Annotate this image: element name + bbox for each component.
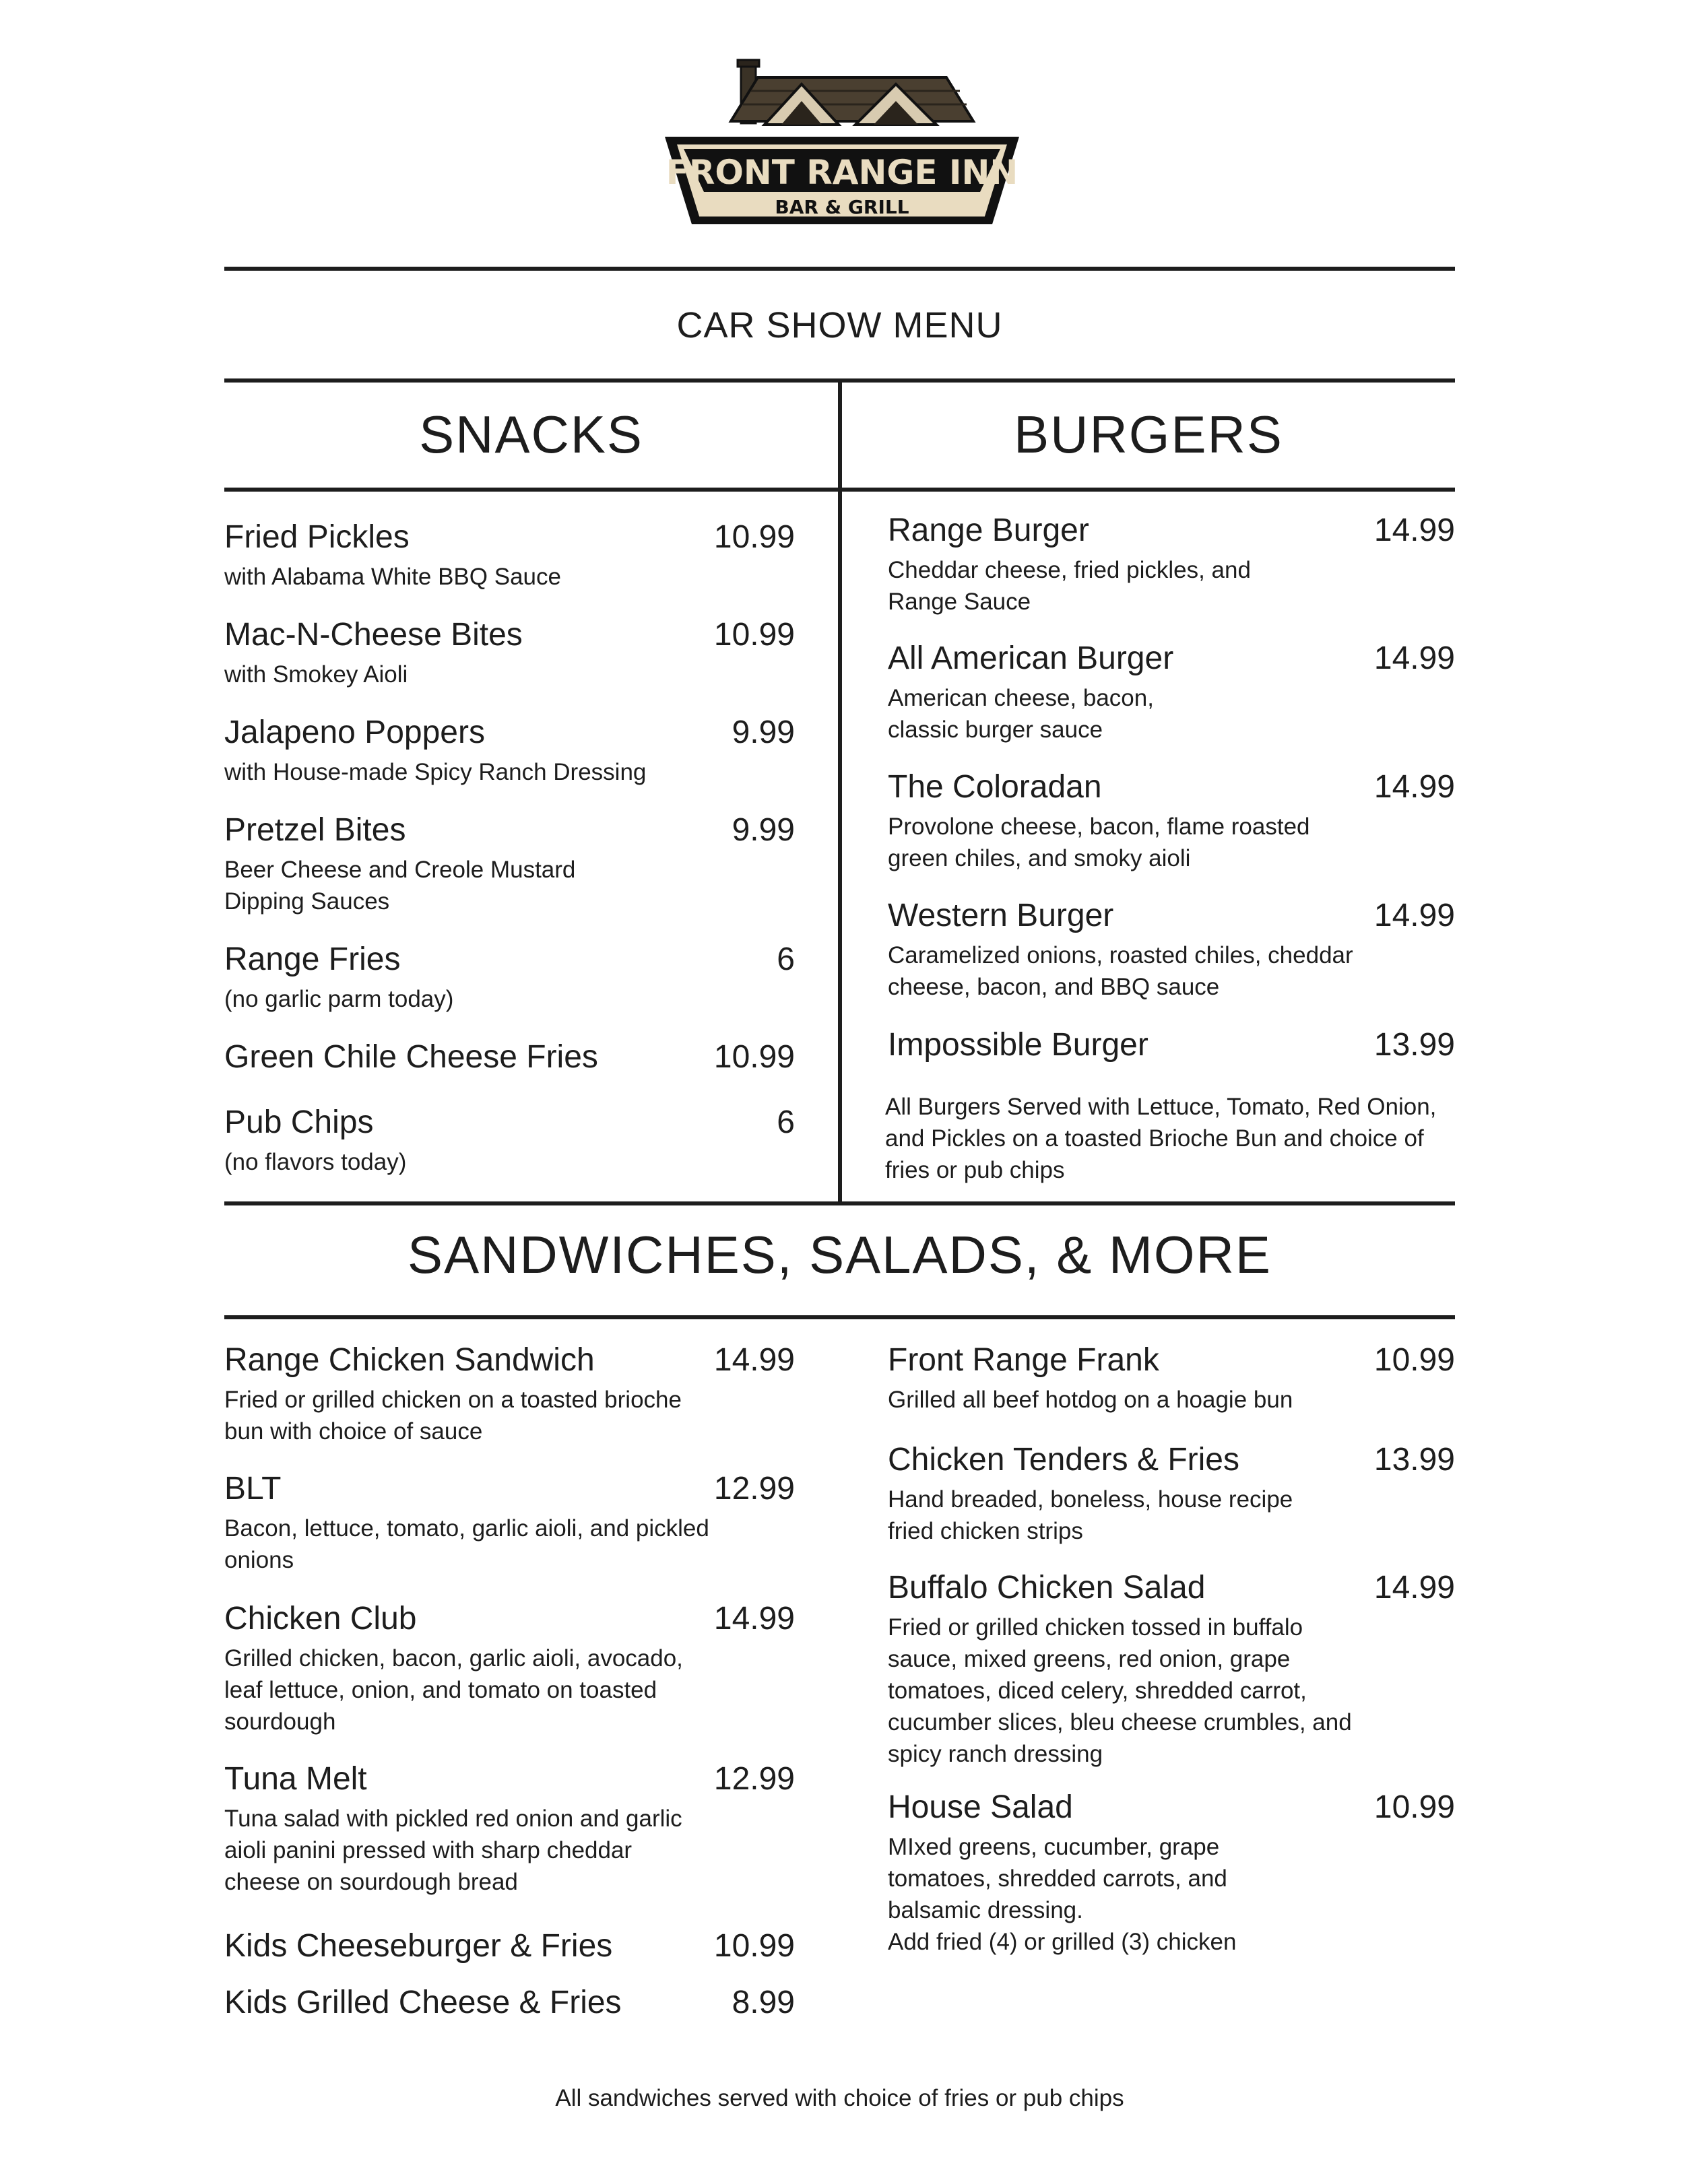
menu-item — [224, 941, 795, 1015]
item-price: 10.99 — [713, 617, 795, 653]
menu-item — [888, 1342, 1455, 1416]
item-description: Bacon, lettuce, tomato, garlic aioli, and pickled onions — [224, 1515, 709, 1573]
item-price: 14.99 — [1373, 512, 1455, 548]
menu-item — [224, 1104, 795, 1178]
item-description: Grilled all beef hotdog on a hoagie bun — [888, 1387, 1293, 1413]
menu-item — [224, 519, 795, 593]
item-name: House Salad — [888, 1789, 1073, 1825]
menu-item — [224, 1927, 795, 1964]
item-description: Tuna salad with pickled red onion and garlic aioli panini pressed with sharp cheddar cheese on sourdough bread — [224, 1806, 682, 1895]
snacks-heading: SNACKS — [419, 405, 643, 464]
item-price: 12.99 — [713, 1761, 795, 1797]
item-description: Fried or grilled chicken tossed in buffalo sauce, mixed greens, red onion, grape tomatoes, diced celery, shredded carrot, cucumber slices, bleu cheese crumbles, and spicy ranch dressing — [888, 1614, 1352, 1767]
divider-under-sandwiches-heading — [224, 1315, 1455, 1319]
item-price: 6 — [777, 941, 795, 977]
item-name: All American Burger — [888, 640, 1174, 676]
item-description: Cheddar cheese, fried pickles, and Range Sauce — [888, 557, 1251, 615]
item-price: 8.99 — [732, 1985, 795, 2020]
item-price: 10.99 — [713, 1039, 795, 1075]
item-name: BLT — [224, 1471, 282, 1507]
item-description: (no flavors today) — [224, 1149, 407, 1175]
item-name: Chicken Club — [224, 1601, 417, 1636]
item-description: Beer Cheese and Creole Mustard Dipping Sauces — [224, 857, 576, 915]
menu-item — [224, 1760, 795, 1898]
item-price: 6 — [777, 1104, 795, 1140]
item-price: 9.99 — [732, 812, 795, 848]
item-name: Range Burger — [888, 512, 1089, 548]
item-name: Mac-N-Cheese Bites — [224, 617, 523, 653]
divider-under-headings — [224, 488, 1455, 492]
item-description: Caramelized onions, roasted chiles, cheddar cheese, bacon, and BBQ sauce — [888, 942, 1353, 1000]
item-price: 10.99 — [713, 1928, 795, 1964]
item-name: Range Chicken Sandwich — [224, 1342, 595, 1378]
item-description: with Alabama White BBQ Sauce — [224, 564, 561, 590]
item-price: 10.99 — [1373, 1789, 1455, 1825]
item-name: Western Burger — [888, 898, 1114, 933]
item-price: 13.99 — [1373, 1442, 1455, 1478]
item-price: 14.99 — [1373, 769, 1455, 805]
menu-item — [888, 512, 1455, 618]
menu-item — [888, 1441, 1455, 1547]
item-name: Chicken Tenders & Fries — [888, 1442, 1239, 1478]
item-description: Grilled chicken, bacon, garlic aioli, avocado, leaf lettuce, onion, and tomato on toasted sourdough — [224, 1645, 683, 1735]
item-price: 10.99 — [713, 519, 795, 555]
menu-item — [888, 768, 1455, 874]
menu-item — [888, 640, 1455, 746]
menu-item — [224, 1470, 795, 1576]
item-price: 14.99 — [1373, 898, 1455, 933]
item-description: with House-made Spicy Ranch Dressing — [224, 759, 647, 785]
item-price: 14.99 — [1373, 640, 1455, 676]
item-name: Kids Cheeseburger & Fries — [224, 1928, 613, 1964]
menu-title: CAR SHOW MENU — [676, 305, 1003, 345]
item-description: American cheese, bacon, classic burger sauce — [888, 685, 1154, 743]
item-price: 14.99 — [713, 1342, 795, 1378]
item-name: Tuna Melt — [224, 1761, 367, 1797]
menu-item — [888, 1026, 1455, 1063]
item-name: Fried Pickles — [224, 519, 410, 555]
divider-above-sandwiches — [224, 1201, 1455, 1205]
item-description: (no garlic parm today) — [224, 986, 454, 1012]
item-description: Hand breaded, boneless, house recipe fried chicken strips — [888, 1486, 1293, 1544]
burgers-note: All Burgers Served with Lettuce, Tomato, Red Onion, and Pickles on a toasted Brioche Bun and choice of fries or pub chips — [885, 1094, 1437, 1183]
burgers-heading: BURGERS — [1014, 405, 1283, 464]
front-range-inn-logo — [663, 57, 1021, 253]
menu-item — [224, 1984, 795, 2021]
item-price: 10.99 — [1373, 1342, 1455, 1378]
logo-subtitle-text: BAR & GRILL — [775, 196, 909, 218]
item-name: Kids Grilled Cheese & Fries — [224, 1985, 622, 2020]
item-name: Front Range Frank — [888, 1342, 1159, 1378]
item-description: MIxed greens, cucumber, grape tomatoes, shredded carrots, and balsamic dressing. — [888, 1834, 1227, 1923]
logo-name-text: FRONT RANGE INN — [666, 153, 1018, 192]
item-name: Green Chile Cheese Fries — [224, 1039, 598, 1075]
item-name: Buffalo Chicken Salad — [888, 1570, 1206, 1606]
item-name: Pub Chips — [224, 1104, 374, 1140]
item-description: with Smokey Aioli — [224, 661, 408, 688]
menu-item — [224, 1038, 795, 1076]
item-name: Impossible Burger — [888, 1027, 1148, 1063]
item-description: Fried or grilled chicken on a toasted brioche bun with choice of sauce — [224, 1387, 682, 1445]
item-price: 12.99 — [713, 1471, 795, 1507]
item-price: 13.99 — [1373, 1027, 1455, 1063]
menu-item — [224, 714, 795, 788]
house-logo-icon — [663, 57, 1021, 253]
item-name: The Coloradan — [888, 769, 1102, 805]
item-name: Pretzel Bites — [224, 812, 406, 848]
menu-item — [224, 1600, 795, 1738]
sandwiches-footer-note: All sandwiches served with choice of fries or pub chips — [555, 2085, 1124, 2111]
item-price: 9.99 — [732, 715, 795, 750]
divider-top — [224, 267, 1455, 271]
column-divider — [838, 378, 842, 1205]
house-salad-addon: Add fried (4) or grilled (3) chicken — [888, 1929, 1237, 1955]
item-name: Jalapeno Poppers — [224, 715, 485, 750]
menu-item — [888, 897, 1455, 1003]
item-name: Range Fries — [224, 941, 401, 977]
menu-item — [224, 812, 795, 917]
item-description: Provolone cheese, bacon, flame roasted green chiles, and smoky aioli — [888, 814, 1310, 871]
menu-item — [888, 1789, 1455, 1958]
item-price: 14.99 — [713, 1601, 795, 1636]
sandwiches-heading: SANDWICHES, SALADS, & MORE — [408, 1225, 1272, 1284]
item-price: 14.99 — [1373, 1570, 1455, 1606]
menu-item — [224, 616, 795, 690]
menu-item — [888, 1569, 1455, 1770]
menu-item — [224, 1342, 795, 1447]
